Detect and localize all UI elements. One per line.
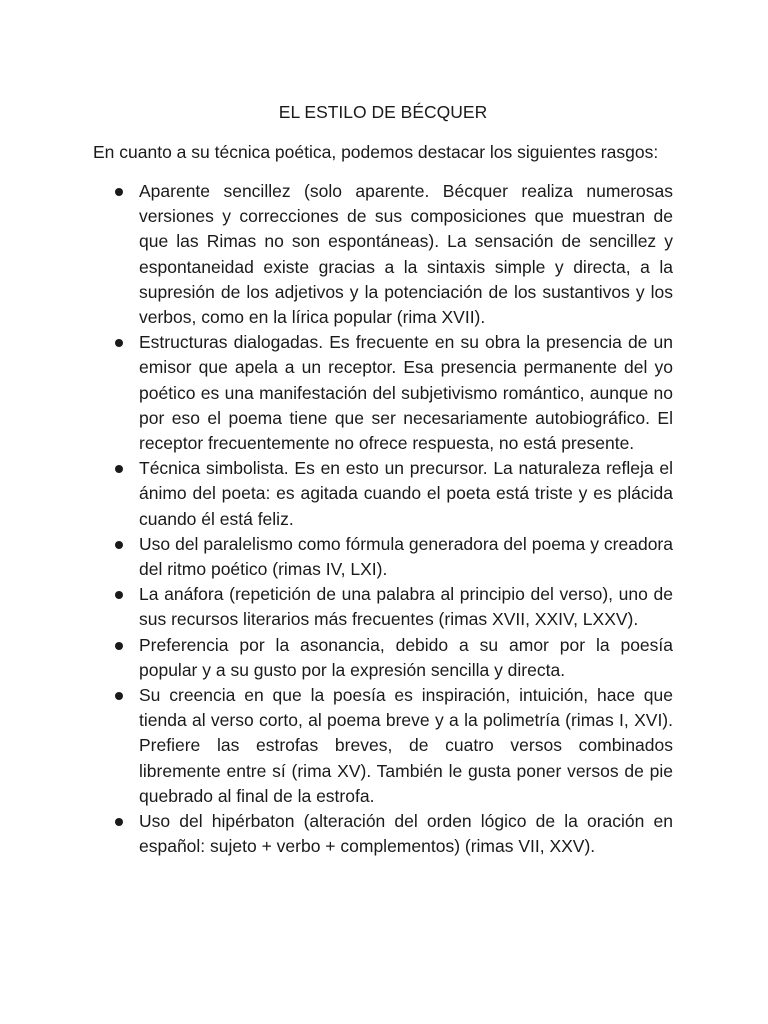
bullet-icon xyxy=(115,692,123,700)
list-item xyxy=(93,633,673,683)
bullet-icon xyxy=(115,541,123,549)
list-item-text: Su creencia en que la poesía es inspiración, intuición, hace que tienda al verso corto, al poema breve y a la polimetría (rimas I, XVI). Prefiere las estrofas breves, de cuatro versos combinados libremente entre sí (rima XV). También le gusta poner versos de pie quebrado al final de la estrofa. xyxy=(139,685,673,806)
list-item xyxy=(93,683,673,809)
document-page xyxy=(93,100,673,859)
list-item xyxy=(93,179,673,330)
list-item xyxy=(93,330,673,456)
bullet-icon xyxy=(115,591,123,599)
bullet-icon xyxy=(115,339,123,347)
list-item xyxy=(93,582,673,632)
bullet-list xyxy=(93,179,673,859)
document-title: EL ESTILO DE BÉCQUER xyxy=(278,102,488,122)
bullet-icon xyxy=(115,818,123,826)
bullet-icon xyxy=(115,465,123,473)
list-item-text: Uso del hipérbaton (alteración del orden lógico de la oración en español: sujeto + verbo + complementos) (rimas VII, XXV). xyxy=(139,811,673,857)
list-item-text: Aparente sencillez (solo aparente. Bécquer realiza numerosas versiones y correcciones de sus composiciones que muestran de que las Rimas no son espontáneas). La sensación de sencillez y espontaneidad existe gracias a la sintaxis simple y directa, a la supresión de los adjetivos y la potenciación de los sustantivos y los verbos, como en la lírica popular (rima XVII). xyxy=(139,181,673,328)
list-item-text: Uso del paralelismo como fórmula generadora del poema y creadora del ritmo poético (rimas IV, LXI). xyxy=(139,533,673,580)
list-item xyxy=(93,809,673,859)
bullet-icon xyxy=(115,642,123,650)
list-item-text: Técnica simbolista. Es en esto un precursor. La naturaleza refleja el ánimo del poeta: es agitada cuando el poeta está triste y es plácida cuando él está feliz. xyxy=(139,458,673,529)
list-item xyxy=(93,456,673,532)
intro-paragraph: En cuanto a su técnica poética, podemos destacar los siguientes rasgos: xyxy=(93,142,659,162)
bullet-icon xyxy=(115,188,123,196)
list-item-text: Estructuras dialogadas. Es frecuente en su obra la presencia de un emisor que apela a un receptor. Esa presencia permanente del yo poético es una manifestación del subjetivismo romántico, aunque no por eso el poema tiene que ser necesariamente autobiográfico. El receptor frecuentemente no ofrece respuesta, no está presente. xyxy=(139,332,673,454)
list-item xyxy=(93,532,673,582)
list-item-text: Preferencia por la asonancia, debido a su amor por la poesía popular y a su gusto por la expresión sencilla y directa. xyxy=(139,634,673,680)
list-item-text: La anáfora (repetición de una palabra al principio del verso), uno de sus recursos literarios más frecuentes (rimas XVII, XXIV, LXXV). xyxy=(139,584,673,630)
